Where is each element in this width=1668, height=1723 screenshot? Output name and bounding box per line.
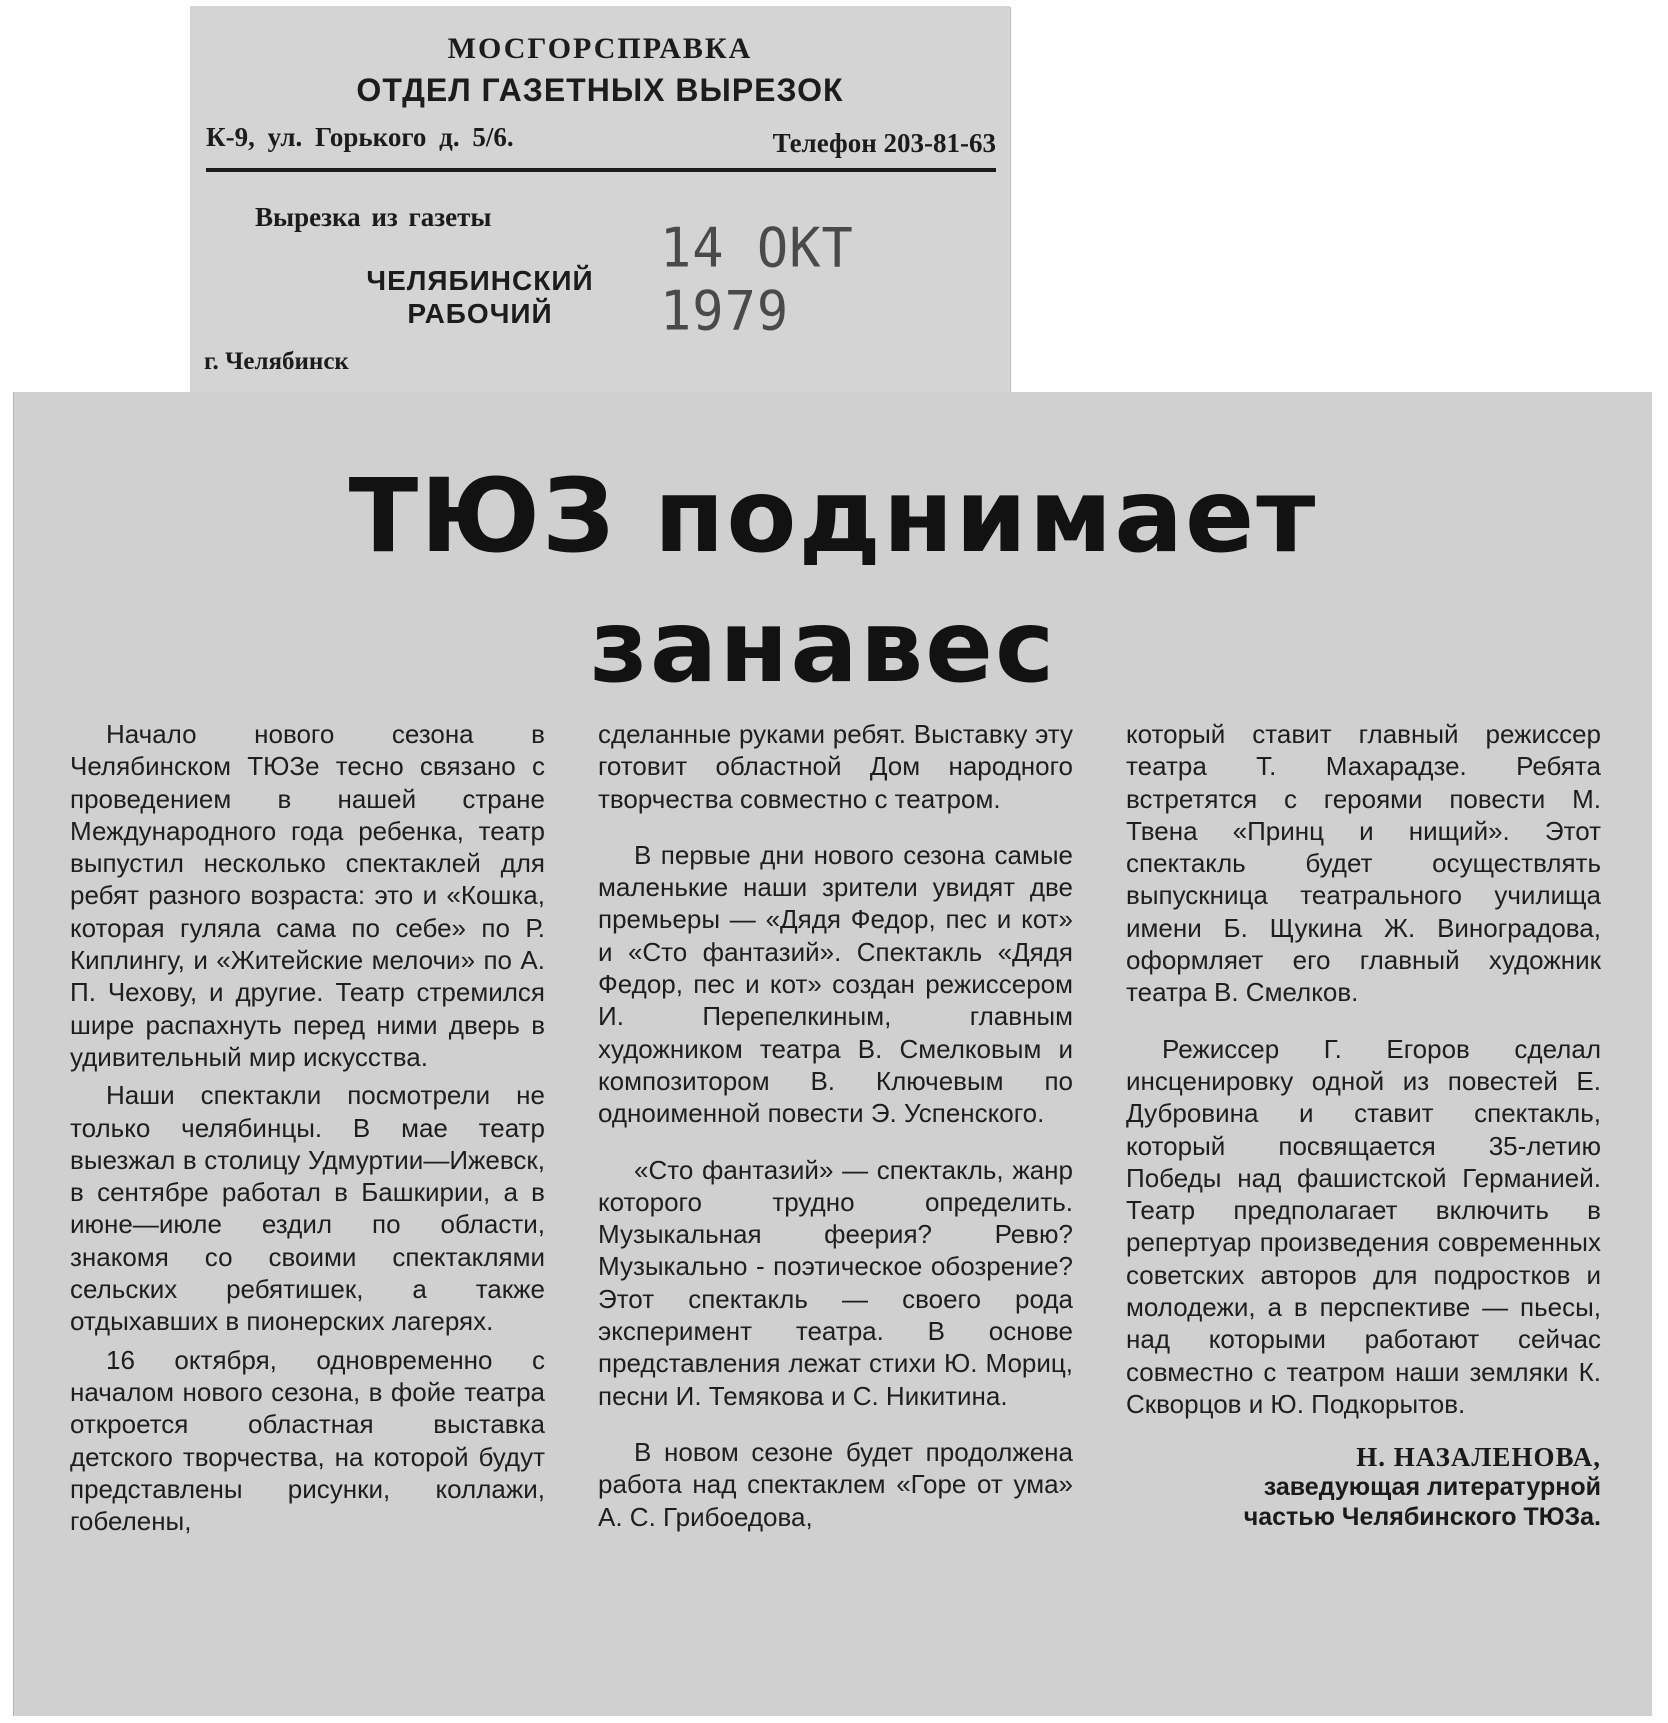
newspaper-city: г. Челябинск xyxy=(204,348,349,375)
headline-line2: занавес xyxy=(589,588,1057,705)
paragraph: Начало нового сезона в Челябинском ТЮЗе тесно связано с проведением в нашей стране Международного года ребенка, театр выпустил несколько спектаклей для ребят разного возраста: это и «Кошка, которая гуляла сама по себе» по Р. Киплингу, и «Житейские мелочи» по А. П. Чехову, и другие. Театр стремился шире распахнуть перед ними дверь в удивительный мир искусства. xyxy=(70,719,545,1072)
agency-department: ОТДЕЛ ГАЗЕТНЫХ ВЫРЕЗОК xyxy=(356,72,844,108)
article-column-3 xyxy=(1126,718,1601,1532)
newspaper-name-line1: ЧЕЛЯБИНСКИЙ xyxy=(366,265,594,296)
agency-address: К-9, ул. Горького д. 5/6. xyxy=(206,122,514,152)
paragraph: «Сто фантазий» — спектакль, жанр которого трудно определить. Музыкальная феерия? Ревю? Музыкально - поэтическое обозрение? Этот спектакль — своего рода эксперимент театра. В основе представления лежат стихи Ю. Мориц, песни И. Темякова и С. Никитина. xyxy=(598,1154,1073,1411)
newspaper-clipping xyxy=(14,392,1652,1716)
agency-phone: Телефон 203-81-63 xyxy=(772,128,996,158)
author-position-line2: частью Челябинского ТЮЗа. xyxy=(1243,1503,1601,1532)
headline-line1: ТЮЗ поднимает xyxy=(348,457,1318,576)
article-signature xyxy=(1126,1442,1601,1532)
paragraph: Режиссер Г. Егоров сделал инсценировку одной из повестей Е. Дубровина и ставит спектакль, который посвящается 35-летию Победы над фашистской Германией. Театр предполагает включить в репертуар произведения современных советских авторов для подростков и молодежи, а в перспективе — пьесы, над которыми работают сейчас совместно с театром наши земляки К. Скворцов и Ю. Подкорытов. xyxy=(1126,1033,1601,1419)
paragraph: который ставит главный режиссер театра Т. Махарадзе. Ребята встретятся с героями повести М. Твена «Принц и нищий». Этот спектакль будет осуществлять выпускница театрального училища имени Б. Щукина Ж. Виноградова, оформляет его главный художник театра В. Смелков. xyxy=(1126,719,1601,1008)
paragraph: Наши спектакли посмотрели не только челябинцы. В мае театр выезжал в столицу Удмуртии—Ижевск, в сентябре работал в Башкирии, а в июне—июле ездил по области, знакомя со своими спектаклями сельских ребятишек, а также отдыхавших в пионерских лагерях. xyxy=(70,1080,545,1337)
agency-address-row xyxy=(206,120,996,172)
paragraph: В первые дни нового сезона самые маленькие наши зрители увидят две премьеры — «Дядя Федор, пес и кот» и «Сто фантазий». Спектакль «Дядя Федор, пес и кот» создан режиссером И. Перепелкиным, главным художником театра В. Смелковым и композитором В. Ключевым по одноименной повести Э. Успенского. xyxy=(598,839,1073,1129)
clipping-source-label: Вырезка из газеты xyxy=(255,202,492,232)
article-column-2 xyxy=(598,718,1073,1539)
paragraph: В новом сезоне будет продолжена работа над спектаклем «Горе от ума» А. С. Грибоедова, xyxy=(598,1436,1073,1532)
newspaper-name-line2: РАБОЧИЙ xyxy=(407,298,553,329)
article-headline xyxy=(14,452,1652,712)
author-position-line1: заведующая литературной xyxy=(1263,1473,1601,1502)
date-stamp: 14 ОКТ 1979 xyxy=(660,217,854,343)
article-column-1 xyxy=(70,718,545,1543)
author-name: Н. НАЗАЛЕНОВА, xyxy=(1356,1442,1601,1473)
clipping-agency-header xyxy=(190,6,1010,406)
paragraph: 16 октября, одновременно с началом нового сезона, в фойе театра откроется областная выставка детского творчества, на которой будут представлены рисунки, коллажи, гобелены, xyxy=(70,1344,545,1537)
agency-name: МОСГОРСПРАВКА xyxy=(447,32,753,65)
paragraph: сделанные руками ребят. Выставку эту готовит областной Дом народного творчества совместно с театром. xyxy=(598,719,1073,814)
